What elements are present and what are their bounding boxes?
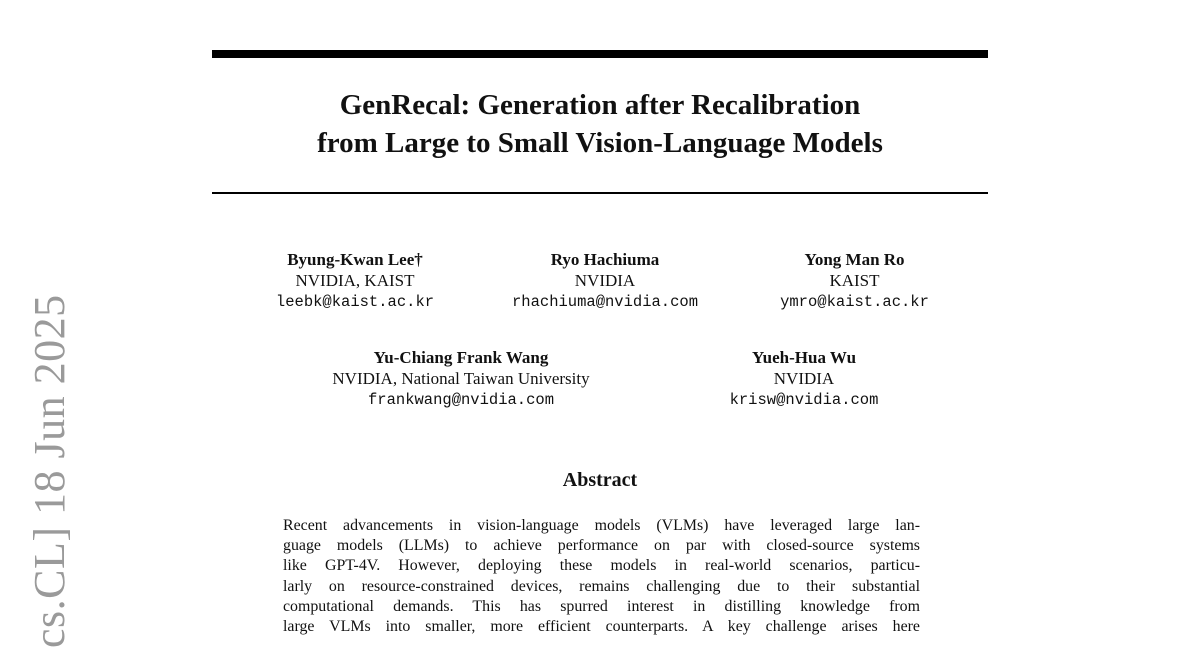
author-email[interactable]: frankwang@nvidia.com [367,391,555,409]
abstract-line: Recent advancements in vision-language models (VLMs) have leveraged large lan- [283,517,920,534]
abstract-line: like GPT-4V. However, deploying these models in real-world scenarios, particu- [283,557,920,575]
author-block-1 [250,249,460,313]
author-block-3 [752,249,957,313]
author-email[interactable]: krisw@nvidia.com [729,391,879,409]
author-name: Yong Man Ro [804,250,905,269]
bottom-rule [212,192,988,194]
abstract-line: large VLMs into smaller, more efficient counterparts. A key challenge arises here [283,618,920,636]
abstract-body [283,516,920,637]
arxiv-identifier-stamp: cs.CL] 18 Jun 2025 [25,294,74,648]
abstract-line: computational demands. This has spurred interest in distilling knowledge from [283,597,920,615]
author-affiliation: NVIDIA, KAIST [295,271,415,290]
author-name: Ryo Hachiuma [550,250,660,269]
top-rule [212,50,988,58]
abstract-line: guage models (LLMs) to achieve performance on par with closed-source systems [283,537,920,555]
author-block-5 [704,347,904,411]
author-name: Yu-Chiang Frank Wang [373,348,549,367]
author-affiliation: NVIDIA [574,271,636,290]
author-email[interactable]: ymro@kaist.ac.kr [780,293,929,311]
author-name: Byung-Kwan Lee† [287,250,423,269]
author-block-4 [296,347,626,411]
author-affiliation: KAIST [829,271,880,290]
author-name: Yueh-Hua Wu [751,348,857,367]
author-block-2 [490,249,720,313]
author-email[interactable]: leebk@kaist.ac.kr [275,293,435,311]
abstract-line: larly on resource-constrained devices, remains challenging due to their substantial [283,577,920,595]
paper-title [212,86,988,162]
abstract-heading: Abstract [562,469,638,491]
author-affiliation: NVIDIA, National Taiwan University [332,369,590,388]
author-affiliation: NVIDIA [773,369,835,388]
title-line-1: GenRecal: Generation after Recalibration [339,89,861,121]
author-email[interactable]: rhachiuma@nvidia.com [511,293,699,311]
title-line-2: from Large to Small Vision-Language Models [317,127,883,159]
